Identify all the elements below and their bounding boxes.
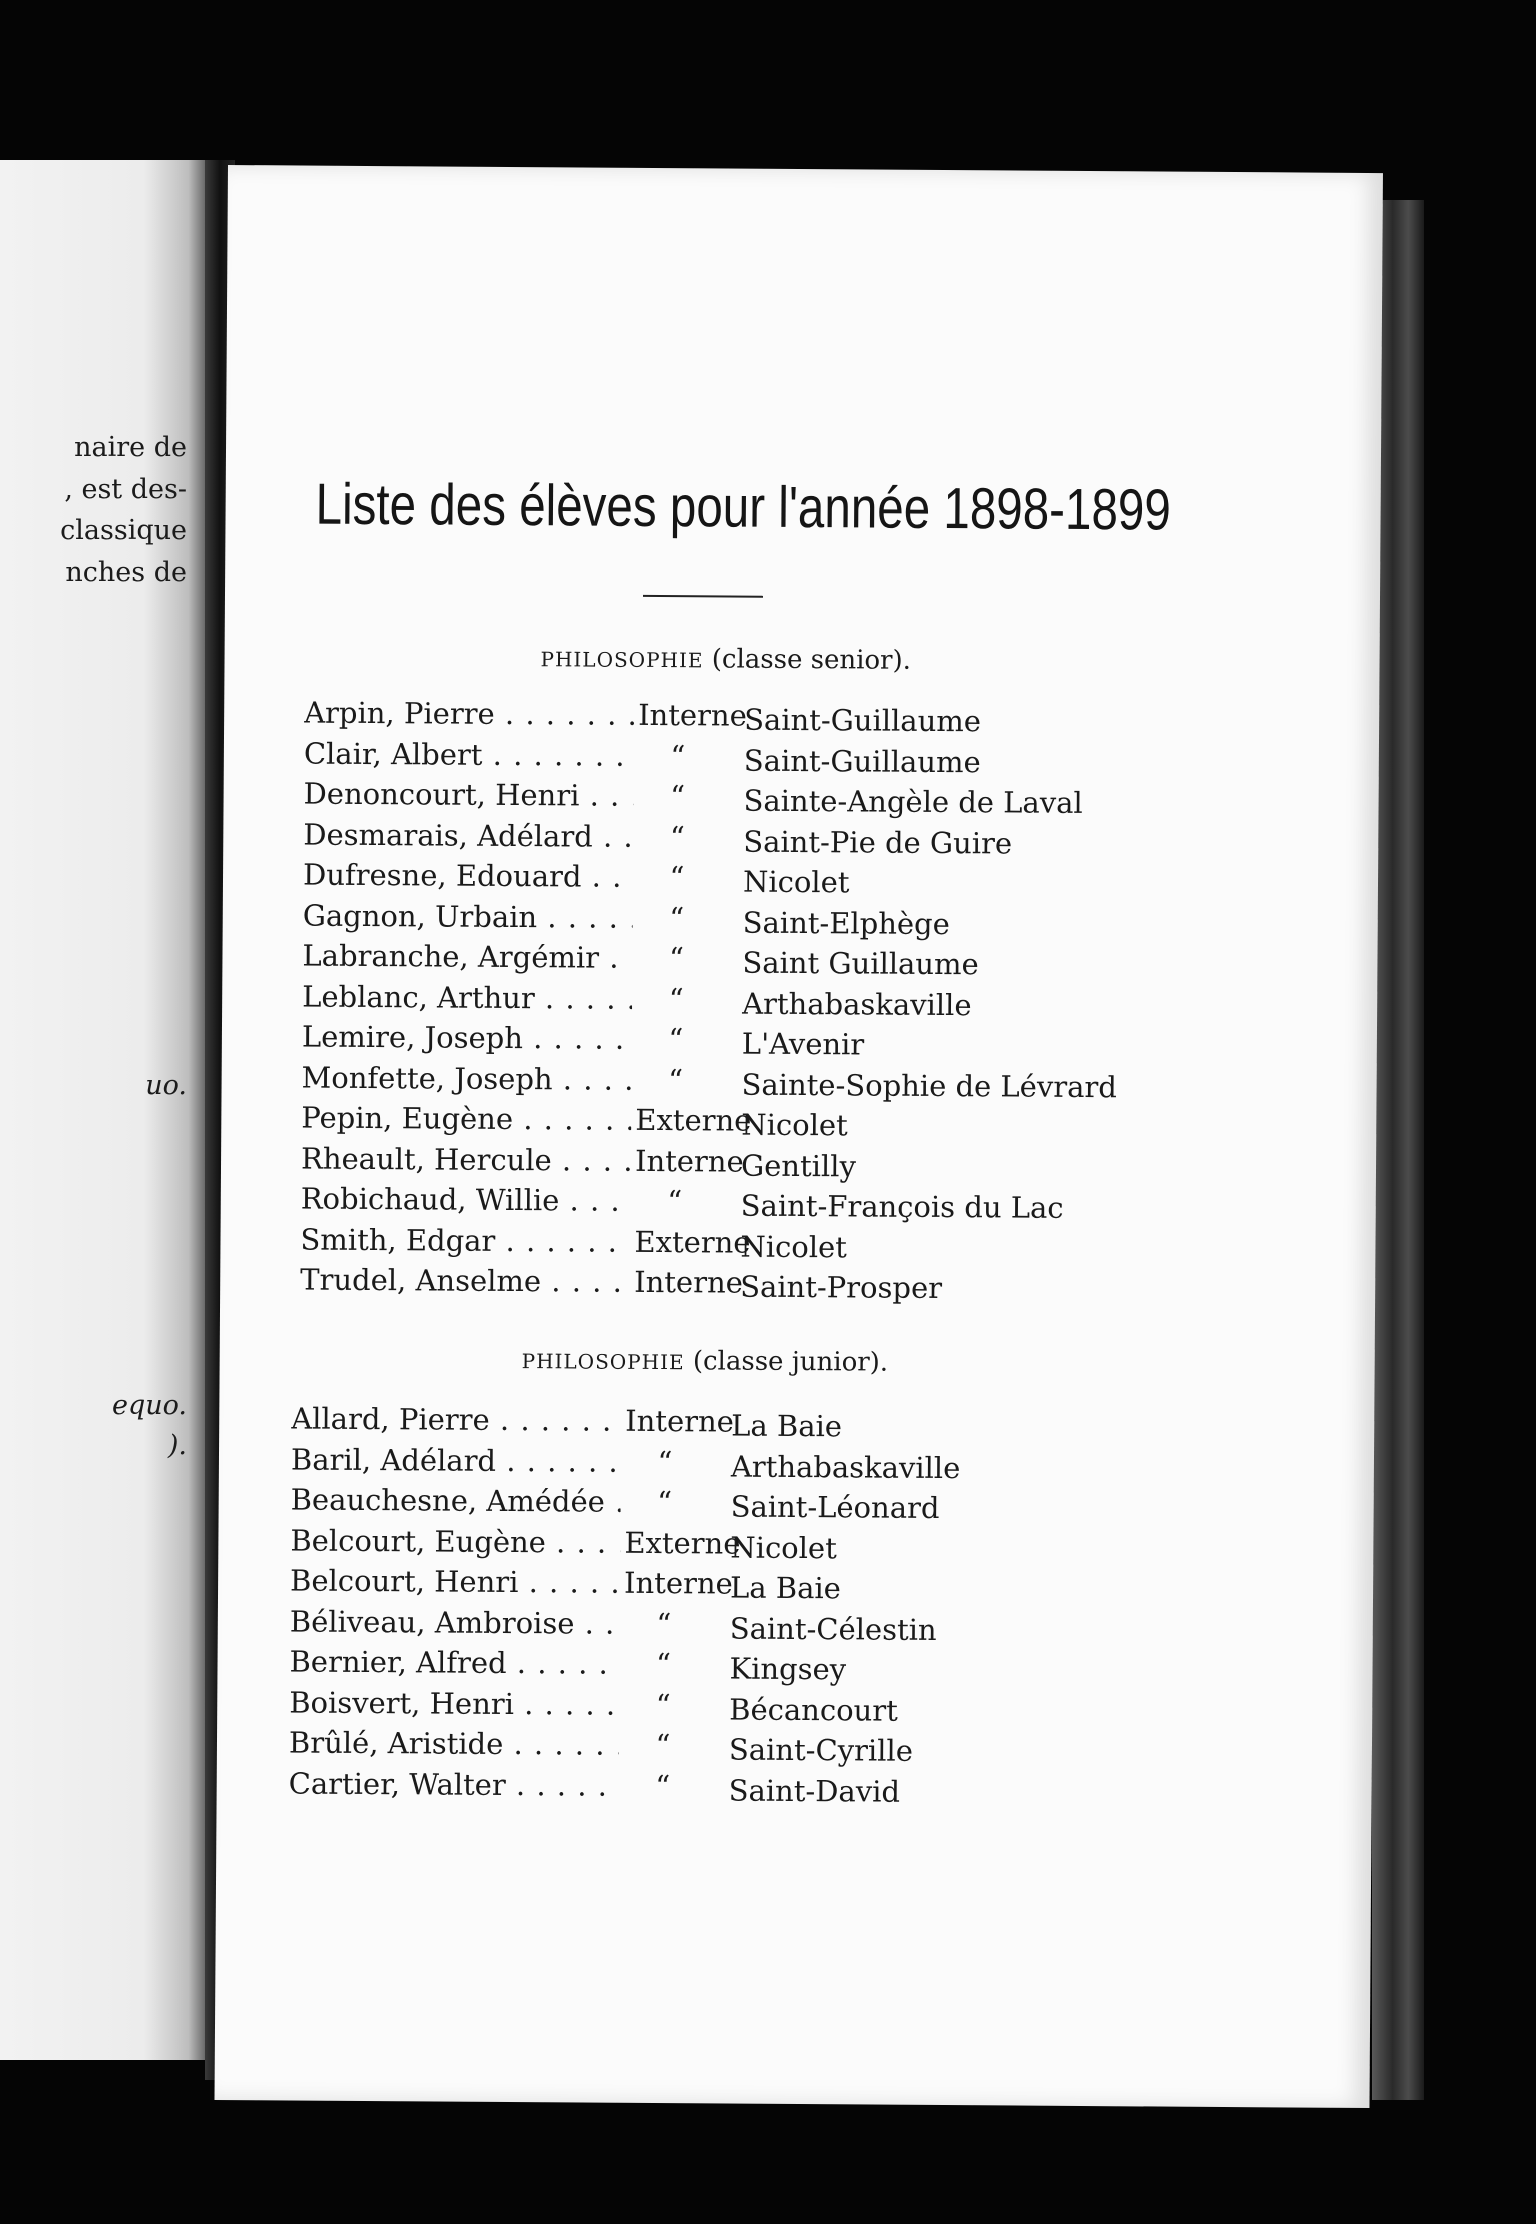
student-name: Rheault, Hercule . . .: [301, 1141, 631, 1177]
prev-page-line: naire de: [74, 432, 187, 463]
student-status: “: [632, 1062, 716, 1097]
student-row: [303, 898, 1203, 945]
student-row: [303, 777, 1203, 824]
student-name: Clair, Albert . . .: [304, 736, 634, 772]
student-status: “: [632, 941, 716, 976]
student-list-junior: [289, 1401, 1192, 1812]
student-row: [303, 817, 1203, 864]
student-name: Cartier, Walter . . .: [289, 1766, 619, 1802]
student-place: Arthabaskaville: [742, 986, 972, 1022]
student-status: “: [633, 900, 717, 935]
student-name: Lemire, Joseph . . .: [302, 1020, 632, 1056]
student-place: Sainte-Angèle de Laval: [743, 783, 1083, 820]
student-status: Interne: [621, 1404, 715, 1439]
student-status: “: [632, 981, 716, 1016]
student-status: “: [619, 1687, 703, 1722]
student-name: Baril, Adélard . . .: [291, 1442, 621, 1478]
student-status: “: [619, 1768, 703, 1803]
student-place: La Baie: [731, 1408, 843, 1444]
student-place: Gentilly: [740, 1148, 857, 1183]
student-row: [300, 1222, 1200, 1269]
student-place: L'Avenir: [741, 1026, 865, 1062]
student-name: Béliveau, Ambroise . . .: [290, 1604, 620, 1640]
student-row: [290, 1563, 1190, 1610]
student-row: [290, 1523, 1190, 1570]
student-row: [300, 1263, 1200, 1310]
student-row: [301, 1060, 1201, 1107]
prev-page-line: , est des-: [64, 474, 187, 505]
student-place: Saint-Prosper: [740, 1269, 943, 1306]
previous-page-fragment: [0, 160, 205, 2060]
student-status: Externe: [620, 1525, 714, 1560]
student-name: Boisvert, Henri . . .: [289, 1685, 619, 1721]
student-place: Nicolet: [742, 864, 850, 900]
student-row: [289, 1685, 1189, 1732]
student-name: Leblanc, Arthur . . .: [302, 979, 632, 1015]
student-name: Monfette, Joseph . . .: [302, 1060, 632, 1096]
student-name: Belcourt, Henri . . .: [290, 1563, 620, 1599]
student-row: [290, 1604, 1190, 1651]
student-place: Sainte-Sophie de Lévrard: [741, 1067, 1117, 1104]
student-name: Beauchesne, Amédée . . .: [291, 1482, 621, 1518]
student-name: Belcourt, Eugène . . .: [290, 1523, 620, 1559]
student-status: Interne: [630, 1265, 724, 1300]
student-status: Externe: [631, 1103, 725, 1138]
prev-page-line: equo.: [111, 1390, 187, 1421]
student-row: [303, 858, 1203, 905]
student-row: [301, 1182, 1201, 1229]
page-title: Liste des élèves pour l'année 1898-1899: [315, 471, 1172, 543]
student-place: Saint-Elphège: [742, 905, 950, 941]
student-status: Interne: [631, 1143, 725, 1178]
student-status: Interne: [620, 1566, 714, 1601]
student-place: Arthabaskaville: [730, 1449, 961, 1485]
prev-page-line: classique: [60, 515, 187, 546]
document-page: [214, 165, 1382, 2108]
student-place: Nicolet: [741, 1107, 848, 1143]
section-heading-caps: PHILOSOPHIE: [521, 1349, 685, 1375]
student-place: Saint-François du Lac: [740, 1188, 1064, 1225]
student-name: Trudel, Anselme . . .: [300, 1263, 630, 1299]
title-rule: [643, 595, 763, 598]
student-status: Externe: [630, 1224, 724, 1259]
student-place: Saint-Léonard: [730, 1489, 940, 1525]
student-name: Bernier, Alfred . . .: [289, 1644, 619, 1680]
student-place: Nicolet: [740, 1229, 848, 1264]
student-place: Saint-Pie de Guire: [743, 824, 1013, 860]
student-status: “: [633, 819, 717, 854]
student-list-senior: [300, 696, 1204, 1310]
student-name: Allard, Pierre . . .: [291, 1401, 621, 1437]
section-heading-rest: (classe junior).: [692, 1346, 889, 1378]
student-place: Saint-Guillaume: [744, 702, 982, 739]
student-name: Smith, Edgar . . .: [300, 1222, 630, 1258]
student-status: “: [633, 779, 717, 814]
student-place: Saint-Célestin: [729, 1611, 937, 1647]
student-status: “: [633, 860, 717, 895]
student-place: Saint-Guillaume: [743, 743, 981, 779]
student-name: Pepin, Eugène . . .: [301, 1101, 631, 1137]
student-row: [291, 1401, 1191, 1448]
section-heading-junior: [522, 1345, 889, 1378]
student-name: Gagnon, Urbain . . .: [303, 898, 633, 934]
student-name: Arpin, Pierre . . .: [304, 696, 634, 732]
student-name: Denoncourt, Henri . . .: [303, 777, 633, 813]
student-row: [291, 1482, 1191, 1529]
student-status: “: [621, 1444, 705, 1479]
student-name: Labranche, Argémir . . .: [302, 939, 632, 975]
student-place: Bécancourt: [729, 1692, 898, 1728]
student-status: “: [619, 1647, 703, 1682]
student-place: Saint-David: [728, 1773, 901, 1809]
prev-page-line: ).: [167, 1430, 187, 1461]
student-row: [301, 1101, 1201, 1148]
student-status: “: [619, 1728, 703, 1763]
student-place: Saint-Cyrille: [728, 1732, 914, 1768]
student-place: La Baie: [729, 1570, 842, 1606]
student-status: “: [620, 1606, 704, 1641]
student-status: “: [621, 1485, 705, 1520]
student-row: [289, 1766, 1189, 1813]
student-row: [289, 1725, 1189, 1772]
student-name: Dufresne, Edouard . . .: [303, 858, 633, 894]
student-row: [304, 736, 1204, 783]
student-row: [291, 1442, 1191, 1489]
student-place: Nicolet: [730, 1530, 837, 1565]
student-status: “: [634, 738, 718, 773]
student-name: Robichaud, Willie . . .: [301, 1182, 631, 1218]
student-name: Brûlé, Aristide . . .: [289, 1725, 619, 1761]
student-place: Kingsey: [729, 1651, 847, 1687]
prev-page-line: nches de: [65, 557, 187, 588]
prev-page-line: uo.: [145, 1070, 187, 1101]
section-heading-rest: (classe senior).: [711, 644, 912, 676]
student-row: [304, 696, 1204, 743]
student-row: [301, 1141, 1201, 1188]
section-heading-senior: [540, 643, 911, 676]
student-row: [302, 979, 1202, 1026]
section-heading-caps: PHILOSOPHIE: [540, 647, 704, 673]
student-status: “: [632, 1022, 716, 1057]
student-row: [302, 939, 1202, 986]
student-place: Saint Guillaume: [742, 945, 979, 982]
student-status: “: [631, 1184, 715, 1219]
student-row: [289, 1644, 1189, 1691]
student-status: Interne: [634, 698, 728, 733]
student-name: Desmarais, Adélard . . .: [303, 817, 633, 853]
student-row: [302, 1020, 1202, 1067]
